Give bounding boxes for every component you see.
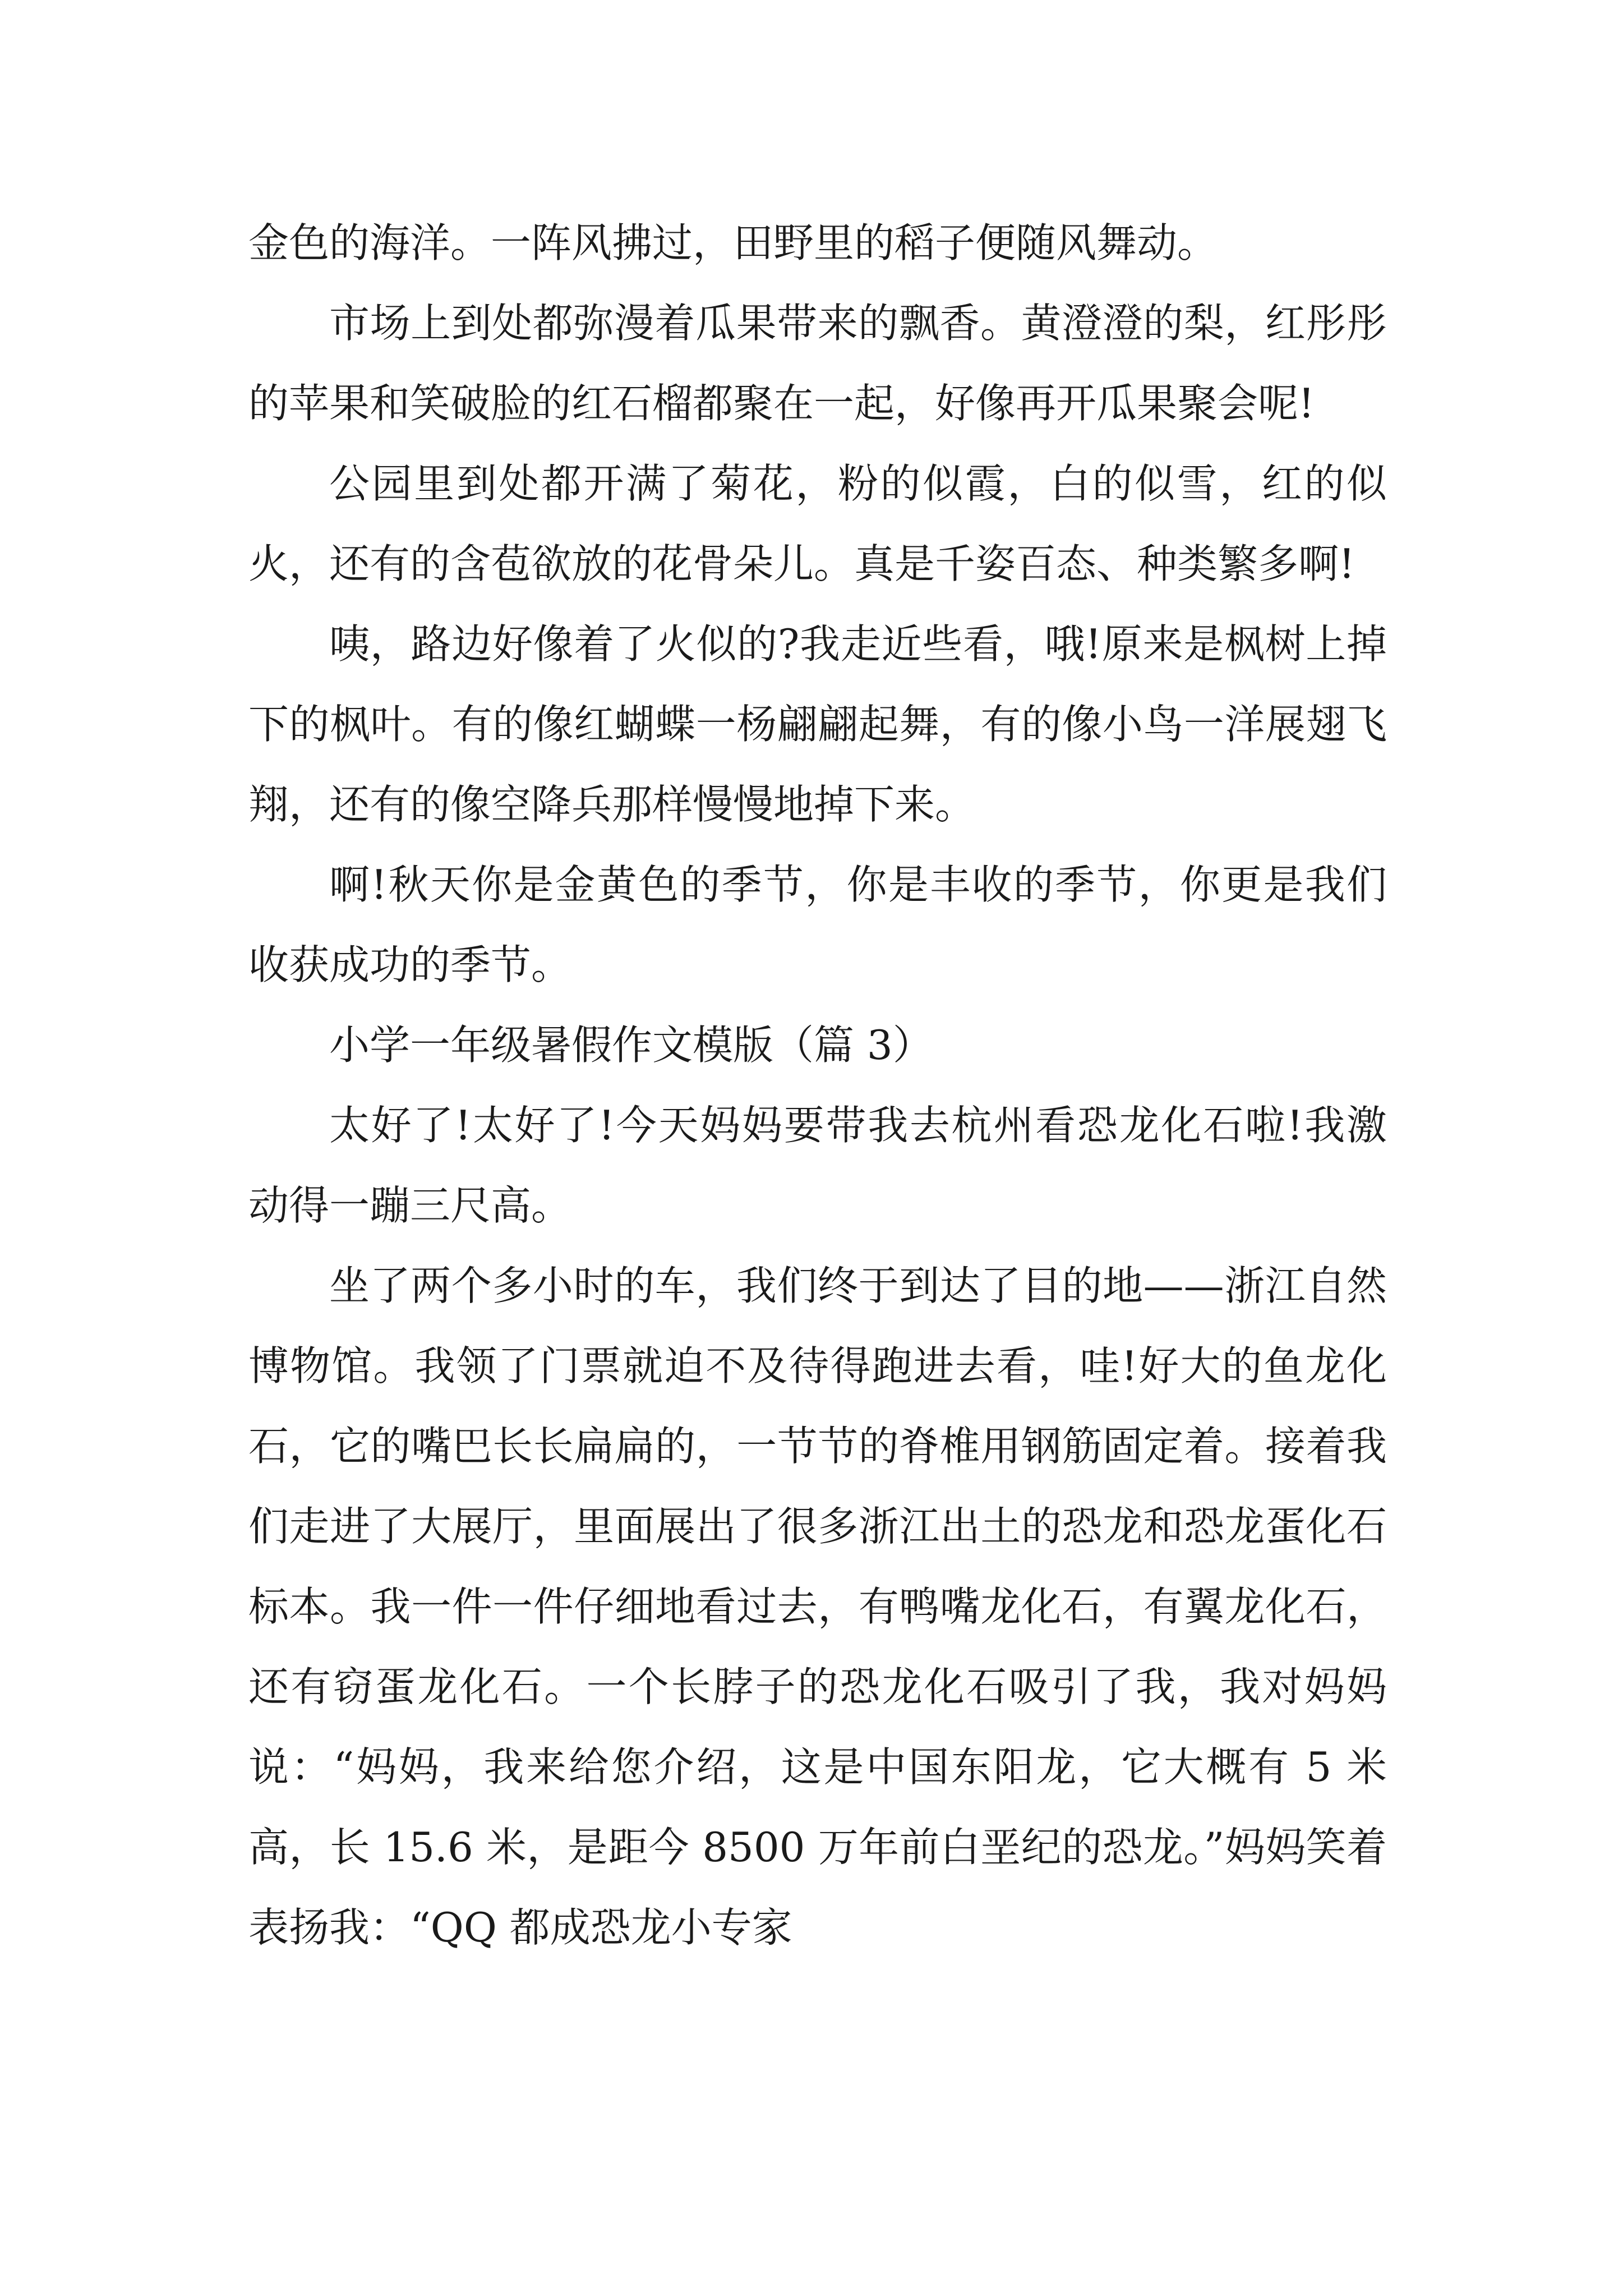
paragraph-7: 坐了两个多小时的车，我们终于到达了目的地——浙江自然博物馆。我领了门票就迫不及待得跑进去看，哇!好大的鱼龙化石，它的嘴巴长长扁扁的，一节节的脊椎用钢筋固定着。接着我们走进了大展厅，里面展出了很多浙江出土的恐龙和恐龙蛋化石标本。我一件一件仔细地看过去，有鸭嘴龙化石，有翼龙化石，还有窃蛋龙化石。一个长脖子的恐龙化石吸引了我，我对妈妈说：“妈妈，我来给您介绍，这是中国东阳龙，它大概有 5 米高，长 15.6 米，是距今 8500 万年前白垩纪的恐龙。”妈妈笑着表扬我：“QQ 都成恐龙小专家 — [248, 1262, 1387, 1951]
paragraph-2: 市场上到处都弥漫着瓜果带来的飘香。黄澄澄的梨，红彤彤的苹果和笑破脸的红石榴都聚在一起，好像再开瓜果聚会呢! — [248, 300, 1387, 427]
paragraph-1: 金色的海洋。一阵风拂过，田野里的稻子便随风舞动。 — [248, 219, 1218, 266]
paragraph-3: 公园里到处都开满了菊花，粉的似霞，白的似雪，红的似火，还有的含苞欲放的花骨朵儿。真是千姿百态、种类繁多啊! — [248, 460, 1387, 587]
paragraph-4: 咦，路边好像着了火似的?我走近些看，哦!原来是枫树上掉下的枫叶。有的像红蝴蝶一杨翩翩起舞，有的像小鸟一洋展翅飞翔，还有的像空降兵那样慢慢地掉下来。 — [248, 620, 1387, 828]
paragraph-5: 啊!秋天你是金黄色的季节，你是丰收的季节，你更是我们收获成功的季节。 — [248, 861, 1387, 988]
document-body — [248, 203, 1387, 1968]
paragraph-6: 太好了!太好了!今天妈妈要带我去杭州看恐龙化石啦!我激动得一蹦三尺高。 — [248, 1102, 1387, 1229]
section-heading: 小学一年级暑假作文模版（篇 3） — [329, 1022, 933, 1069]
